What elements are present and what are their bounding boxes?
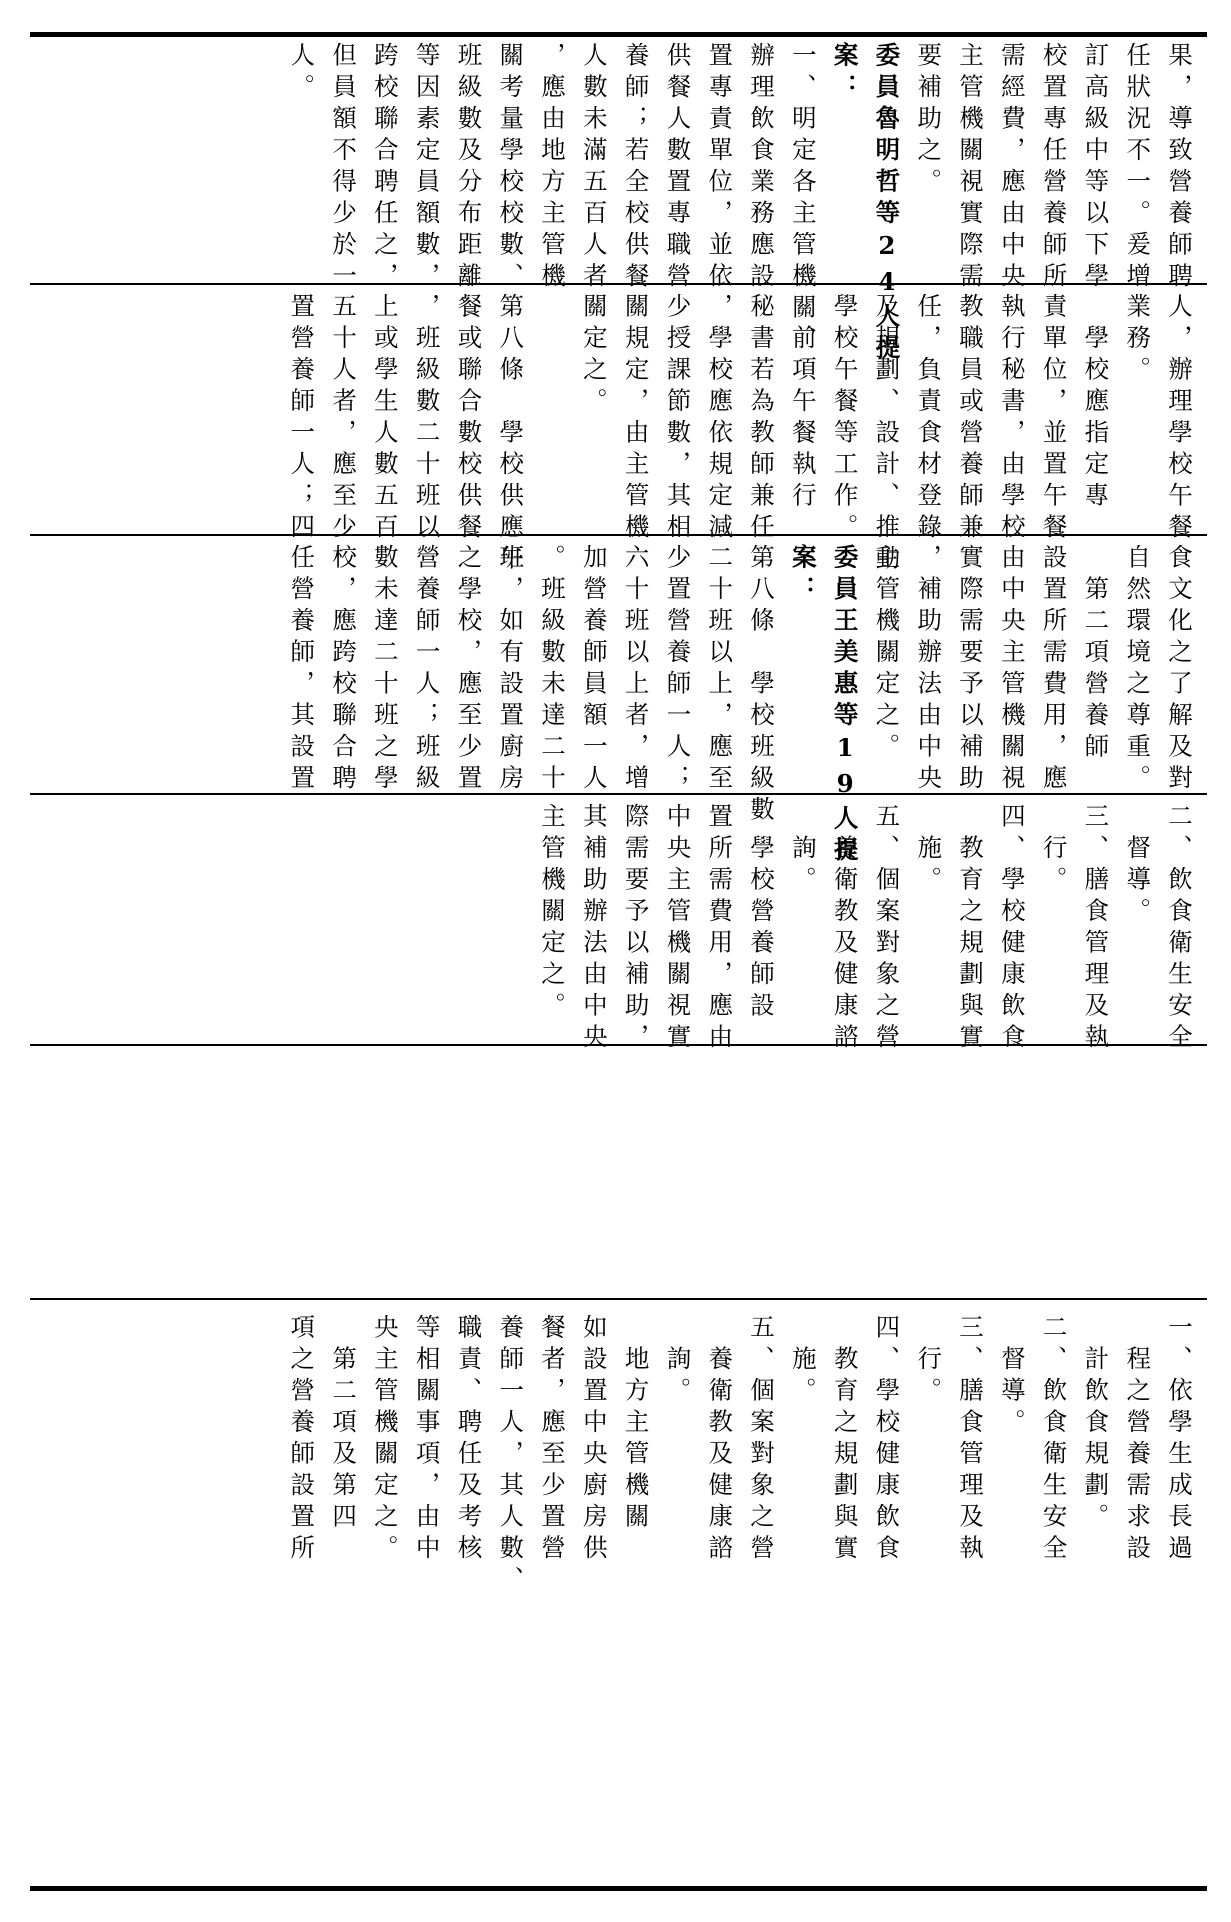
text-line: 督導。 <box>1123 803 1153 929</box>
text-line: 教職員或營養師兼 <box>956 293 986 545</box>
text-line: 及規劃、設計、推動 <box>872 293 902 577</box>
text-line: 人，辦理學校午餐 <box>1165 293 1194 545</box>
text-line: 委員魯明哲等24人提 <box>872 42 902 366</box>
text-line: 養師；若全校供餐 <box>621 42 651 294</box>
text-line: 教育之規劃與實 <box>956 803 986 1055</box>
text-line: 項之營養師設置所 <box>287 1314 317 1566</box>
text-line: 行。 <box>1039 803 1069 898</box>
row-divider-1 <box>30 283 1207 285</box>
text-line: ，班級數二十班以 <box>412 293 442 545</box>
text-line: 食文化之了解及對 <box>1165 544 1194 796</box>
text-line: 二、飲食衛生安全 <box>1039 1314 1069 1566</box>
text-line: 人數未滿五百人者 <box>579 42 609 294</box>
text-line: 四、學校健康飲食 <box>872 1314 902 1566</box>
text-line: 養衛教及健康諮 <box>830 803 860 1055</box>
text-line: 餐或聯合數校供餐 <box>454 293 484 545</box>
text-line: 學校營養師設 <box>747 803 777 1024</box>
text-line: 六十班以上者，增 <box>621 544 651 796</box>
text-line: 餐者，應至少置營 <box>538 1314 568 1566</box>
text-line: 任營養師，其設置 <box>287 544 317 796</box>
text-line: 班，如有設置廚房 <box>496 544 526 796</box>
text-line: 業務。 <box>1123 293 1153 388</box>
text-line: 辦理飲食業務應設 <box>747 42 777 294</box>
text-line: 人。 <box>287 42 317 105</box>
text-line: 如設置中央廚房供 <box>579 1314 609 1566</box>
text-line: 置營養師一人；四 <box>287 293 317 545</box>
text-block-row-2 <box>40 293 1200 577</box>
text-line: 自然環境之尊重。 <box>1123 544 1153 796</box>
text-line: 任狀況不一。爰增 <box>1123 42 1153 294</box>
text-line: 要補助之。 <box>914 42 944 200</box>
text-line: 主管機關定之。 <box>538 803 568 1024</box>
text-line: 二十班以上，應至 <box>705 544 735 796</box>
text-line: 需經費，應由中央 <box>997 42 1027 294</box>
text-line: 校，應跨校聯合聘 <box>329 544 359 796</box>
text-line: 果，導致營養師聘 <box>1165 42 1194 294</box>
text-line: 五、個案對象之營 <box>747 1314 777 1566</box>
text-line: 執行秘書，由學校 <box>997 293 1027 545</box>
text-line: 職責、聘任及考核 <box>454 1314 484 1566</box>
text-line: 主管機關視實際需 <box>956 42 986 294</box>
text-line: 二、飲食衛生安全 <box>1165 803 1194 1055</box>
text-line: 責單位，並置午餐 <box>1039 293 1069 545</box>
text-line: 央主管機關定之。 <box>370 1314 400 1566</box>
text-line: 詢。 <box>788 803 818 898</box>
text-line: 其補助辦法由中央 <box>579 803 609 1055</box>
text-line: ，應由地方主管機 <box>538 42 568 294</box>
text-line: 關規定，由主管機 <box>621 293 651 545</box>
text-line: 數未達二十班之學 <box>370 544 400 796</box>
text-line: 第八條 學校供應午 <box>496 293 526 577</box>
text-line: 第八條 學校班級數 <box>747 544 777 828</box>
text-line: 一、明定各主管機關、 <box>788 42 818 357</box>
text-line: 主管機關定之。 <box>872 544 902 765</box>
text-line: 少置營養師一人； <box>663 544 693 796</box>
text-line: 設置所需費用，應 <box>1039 544 1069 796</box>
text-line: 案： <box>830 42 860 105</box>
text-line: 五、個案對象之營 <box>872 803 902 1055</box>
text-line: 上或學生人數五百 <box>370 293 400 545</box>
text-line: 第二項及第四 <box>329 1314 359 1535</box>
text-line: 由中央主管機關視 <box>997 544 1027 796</box>
text-line: 養師一人，其人數、 <box>496 1314 526 1598</box>
text-line: 養衛教及健康諮 <box>705 1314 735 1566</box>
text-line: 計飲食規劃。 <box>1081 1314 1111 1535</box>
text-line: 實際需要予以補助 <box>956 544 986 796</box>
text-line: 關定之。 <box>579 293 609 419</box>
text-line: 行。 <box>914 1314 944 1409</box>
text-line: 施。 <box>788 1314 818 1409</box>
text-line: 營養師一人；班級 <box>412 544 442 796</box>
text-line: 等因素定員額數， <box>412 42 442 294</box>
text-line: 跨校聯合聘任之， <box>370 42 400 294</box>
text-line: 際需要予以補助， <box>621 803 651 1055</box>
text-block-bottom <box>40 1314 1200 1874</box>
text-line: 秘書若為教師兼任 <box>747 293 777 545</box>
text-line: 施。 <box>914 803 944 898</box>
text-line: ，補助辦法由中央 <box>914 544 944 796</box>
row-divider-2 <box>30 534 1207 536</box>
text-line: 學校應指定專 <box>1081 293 1111 514</box>
text-line: 三、膳食管理及執 <box>956 1314 986 1566</box>
row-divider-5 <box>30 1298 1207 1300</box>
text-line: 任，負責食材登錄 <box>914 293 944 545</box>
text-line: 校置專任營養師所 <box>1039 42 1069 294</box>
text-line: 詢。 <box>663 1314 693 1409</box>
text-line: 。班級數未達二十 <box>538 544 568 796</box>
text-line: 等相關事項，由中 <box>412 1314 442 1566</box>
text-line: 少授課節數，其相 <box>663 293 693 545</box>
text-block-row-4 <box>40 803 1200 1055</box>
text-line: 三、膳食管理及執 <box>1081 803 1111 1055</box>
text-line: 四、學校健康飲食 <box>997 803 1027 1055</box>
text-line: 程之營養需求設 <box>1123 1314 1153 1566</box>
text-line: 委員王美惠等19人提 <box>830 544 860 868</box>
text-line: 之學校，應至少置 <box>454 544 484 796</box>
text-line: ，學校應依規定減 <box>705 293 735 545</box>
row-divider-4 <box>30 1044 1207 1046</box>
top-border-rule <box>30 32 1207 37</box>
text-line: 地方主管機關 <box>621 1314 651 1535</box>
text-line: 學校午餐等工作。 <box>830 293 860 545</box>
text-line: 五十人者，應至少 <box>329 293 359 545</box>
text-line: 加營養師員額一人 <box>579 544 609 796</box>
text-line: 置專責單位，並依 <box>705 42 735 294</box>
text-line: 訂高級中等以下學 <box>1081 42 1111 294</box>
text-line: 班級數及分布距離 <box>454 42 484 294</box>
text-line: 一、依學生成長過 <box>1165 1314 1194 1566</box>
text-line: 中央主管機關視實 <box>663 803 693 1055</box>
text-line: 前項午餐執行 <box>788 293 818 514</box>
text-line: 關考量學校校數、 <box>496 42 526 294</box>
text-line: 但員額不得少於一 <box>329 42 359 294</box>
text-line: 案： <box>788 544 818 607</box>
text-line: 供餐人數置專職營 <box>663 42 693 294</box>
bottom-border-rule <box>30 1886 1207 1891</box>
text-line: 督導。 <box>997 1314 1027 1440</box>
text-line: 教育之規劃與實 <box>830 1314 860 1566</box>
text-line: 置所需費用，應由 <box>705 803 735 1055</box>
row-divider-3 <box>30 793 1207 795</box>
text-line: 第二項營養師 <box>1081 544 1111 765</box>
